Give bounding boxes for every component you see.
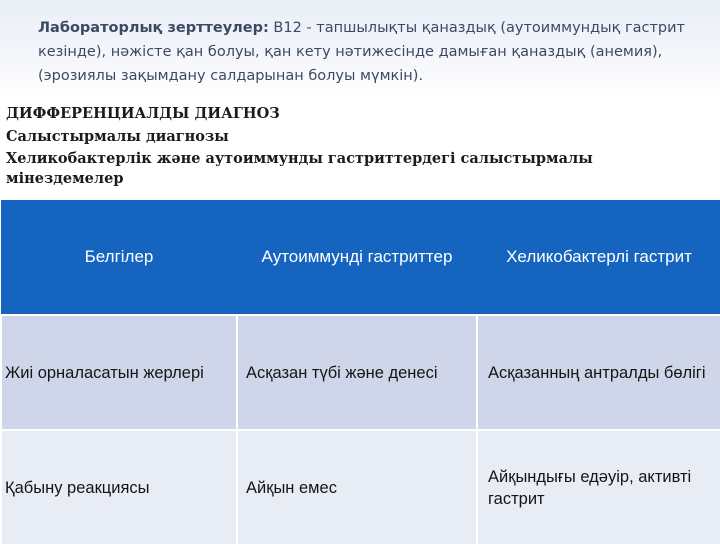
table-header-row [1,200,720,315]
row-2-sign: Қабыну реакциясы [1,430,237,544]
lab-studies-label: Лабораторлық зерттеулер: [38,20,269,36]
row-1-autoimmune: Асқазан түбі және денесі [237,315,477,430]
row-1-sign: Жиі орналасатын жерлері [1,315,237,430]
table-row [1,315,720,430]
lab-studies-paragraph [38,16,698,88]
row-2-helicobacter: Айқындығы едәуір, активті гастрит [477,430,720,544]
row-1-helicobacter: Асқазанның антралды бөлігі [477,315,720,430]
header-autoimmune-gastritis: Аутоиммунді гастриттер [237,200,477,315]
row-2-autoimmune: Айқын емес [237,430,477,544]
lab-studies-text: В12 - тапшылықты қаназдық (аутоиммундық гастрит кезінде), нәжісте қан болуы, қан кету нәтижесінде дамыған қаназдық (анемия), (эрозиялы зақымдану салдарынан болуы мүмкін). [38,20,685,84]
table-row [1,430,720,544]
differential-diagnosis-heading: ДИФФЕРЕНЦИАЛДЫ ДИАГНОЗ [6,105,280,122]
comparison-table [0,200,720,544]
comparison-characteristics-heading: Хеликобактерлік және аутоиммунды гастриттердегі салыстырмалы мінездемелер [6,150,593,187]
comparative-diagnosis-heading: Салыстырмалы диагнозы [6,128,229,145]
header-signs: Белгілер [1,200,237,315]
header-helicobacter-gastritis: Хеликобактерлі гастрит [477,200,720,315]
